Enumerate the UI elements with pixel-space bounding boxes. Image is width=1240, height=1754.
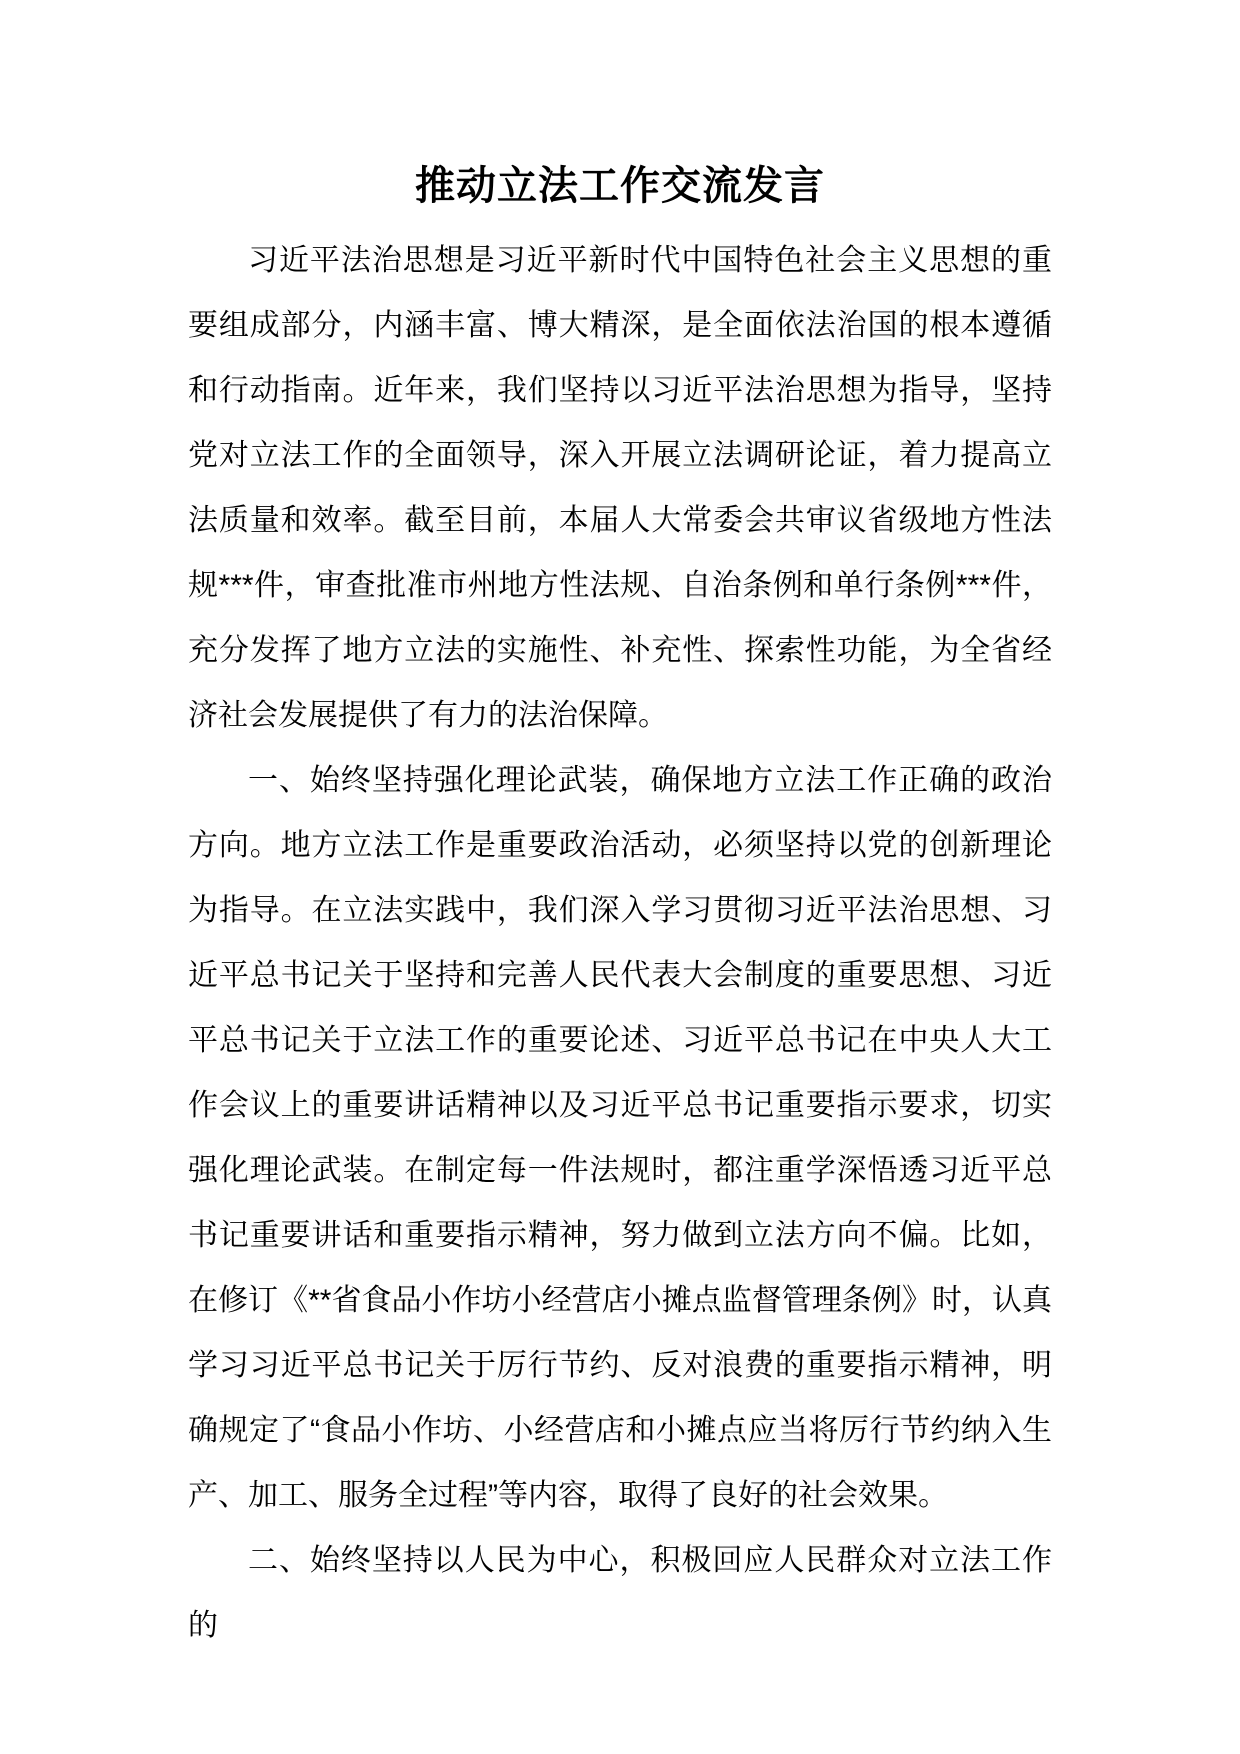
paragraph-intro: 习近平法治思想是习近平新时代中国特色社会主义思想的重要组成部分，内涵丰富、博大精深，是全面依法治国的根本遵循和行动指南。近年来，我们坚持以习近平法治思想为指导，坚持党对立法工作的全面领导，深入开展立法调研论证，着力提高立法质量和效率。截至目前，本届人大常委会共审议省级地方性法规***件，审查批准市州地方性法规、自治条例和单行条例***件，充分发挥了地方立法的实施性、补充性、探索性功能，为全省经济社会发展提供了有力的法治保障。 xyxy=(188,244,1052,732)
document-title: 推动立法工作交流发言 xyxy=(415,164,825,208)
paragraph-section-1: 一、始终坚持强化理论武装，确保地方立法工作正确的政治方向。地方立法工作是重要政治活动，必须坚持以党的创新理论为指导。在立法实践中，我们深入学习贯彻习近平法治思想、习近平总书记关于坚持和完善人民代表大会制度的重要思想、习近平总书记关于立法工作的重要论述、习近平总书记在中央人大工作会议上的重要讲话精神以及习近平总书记重要指示要求，切实强化理论武装。在制定每一件法规时，都注重学深悟透习近平总书记重要讲话和重要指示精神，努力做到立法方向不偏。比如，在修订《**省食品小作坊小经营店小摊点监督管理条例》时，认真学习习近平总书记关于厉行节约、反对浪费的重要指示精神，明确规定了“食品小作坊、小经营店和小摊点应当将厉行节约纳入生产、加工、服务全过程”等内容，取得了良好的社会效果。 xyxy=(188,764,1052,1512)
paragraph-section-2: 二、始终坚持以人民为中心，积极回应人民群众对立法工作的 xyxy=(188,1544,1052,1642)
